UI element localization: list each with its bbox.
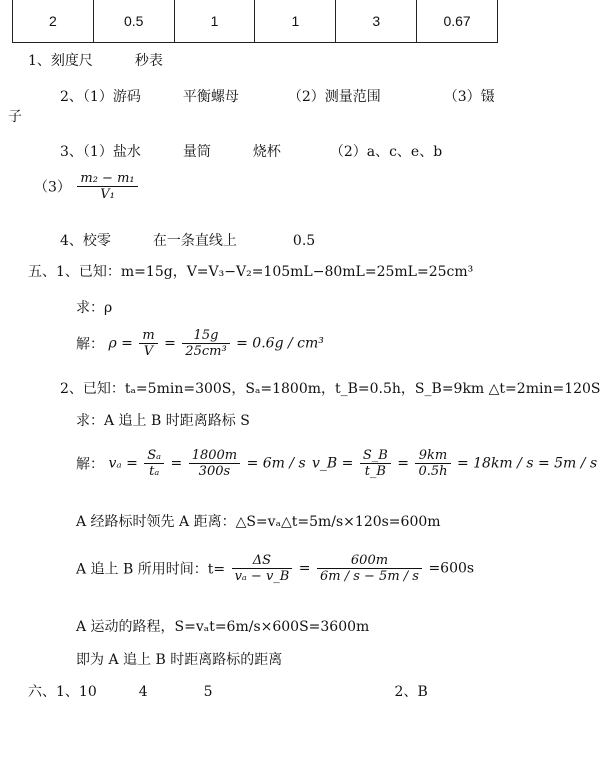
fraction bbox=[415, 448, 450, 479]
fraction bbox=[139, 328, 157, 359]
denominator: 25cm³ bbox=[185, 344, 227, 359]
answer-table bbox=[12, 0, 498, 43]
label: 解： bbox=[76, 336, 104, 353]
result: =600s bbox=[428, 560, 475, 577]
denominator: V bbox=[143, 344, 154, 359]
label: （3） bbox=[34, 179, 71, 196]
numerator: ΔS bbox=[232, 553, 293, 569]
density-formula bbox=[76, 328, 324, 359]
answer-line-4: 4、校零 在一条直线上 0.5 bbox=[60, 233, 316, 249]
answer-line-2: 2、（1）游码 平衡螺母 （2）测量范围 （3）镊 bbox=[60, 89, 495, 105]
formula-part: v_B = bbox=[312, 455, 354, 472]
denominator: V₁ bbox=[100, 187, 115, 202]
numerator: 9km bbox=[415, 448, 450, 464]
denominator: 300s bbox=[198, 464, 231, 479]
numerator: Sₐ bbox=[144, 448, 164, 464]
fraction bbox=[360, 448, 391, 479]
table-cell: 0.5 bbox=[93, 0, 174, 43]
fraction bbox=[189, 448, 240, 479]
answer-line-5: 五、1、已知：m=15g，V=V₃−V₂=105mL−80mL=25mL=25cm³ bbox=[28, 264, 474, 280]
answer-line-14: 即为 A 追上 B 时距离路标的距离 bbox=[76, 652, 283, 668]
numerator: 1800m bbox=[189, 448, 240, 464]
fraction bbox=[317, 553, 422, 584]
label: A 追上 B 所用时间：t= bbox=[76, 561, 226, 578]
equals: = bbox=[397, 455, 409, 472]
answer-line-9: 求：A 追上 B 时距离路标 S bbox=[76, 413, 250, 429]
fraction bbox=[77, 171, 137, 202]
table-cell: 2 bbox=[13, 0, 94, 43]
denominator: 0.5h bbox=[418, 464, 448, 479]
result: = 0.6g / cm³ bbox=[236, 335, 324, 352]
velocity-a-formula bbox=[76, 448, 306, 479]
table-cell: 1 bbox=[255, 0, 336, 43]
formula-part: vₐ = bbox=[108, 455, 138, 472]
answer-line-15: 六、1、10 4 5 2、B bbox=[28, 684, 428, 700]
numerator: 600m bbox=[317, 553, 422, 569]
table-row bbox=[13, 0, 498, 43]
numerator: S_B bbox=[360, 448, 391, 464]
result: = 18km / s = 5m / s bbox=[456, 455, 598, 472]
fraction bbox=[144, 448, 164, 479]
table-cell: 0.67 bbox=[417, 0, 498, 43]
answer-line-6: 求：ρ bbox=[76, 300, 113, 316]
result: = 6m / s bbox=[246, 455, 306, 472]
denominator: 6m / s − 5m / s bbox=[319, 569, 419, 584]
answer-line-8: 2、已知：tₐ=5min=300S，Sₐ=1800m，t_B=0.5h，S_B=9km △t=2min=120S bbox=[60, 381, 601, 397]
numerator: m₂ − m₁ bbox=[77, 171, 137, 187]
denominator: vₐ − v_B bbox=[234, 569, 290, 584]
table-cell: 1 bbox=[174, 0, 255, 43]
formula-part: ρ = bbox=[108, 335, 133, 352]
answer-line-2-cont: 子 bbox=[8, 109, 22, 125]
equals: = bbox=[298, 560, 311, 577]
equals: = bbox=[164, 335, 176, 352]
velocity-b-formula bbox=[312, 448, 597, 479]
denominator: t_B bbox=[364, 464, 386, 479]
equals: = bbox=[170, 455, 183, 472]
label: 解： bbox=[76, 456, 104, 473]
answer-line-13: A 运动的路程，S=vₐt=6m/s×600S=3600m bbox=[76, 619, 370, 635]
numerator: 15g bbox=[182, 328, 229, 344]
fraction bbox=[232, 553, 293, 584]
answer-line-1: 1、刻度尺 秒表 bbox=[28, 53, 163, 69]
denominator: tₐ bbox=[149, 464, 160, 479]
numerator: m bbox=[139, 328, 157, 344]
time-formula bbox=[76, 553, 474, 584]
answer-line-3: 3、（1）盐水 量筒 烧杯 （2）a、c、e、b bbox=[60, 144, 443, 160]
fraction bbox=[182, 328, 229, 359]
answer-line-11: A 经路标时领先 A 距离：△S=vₐ△t=5m/s×120s=600m bbox=[76, 514, 441, 530]
answer-line-3-formula bbox=[34, 171, 140, 202]
table-cell: 3 bbox=[336, 0, 417, 43]
